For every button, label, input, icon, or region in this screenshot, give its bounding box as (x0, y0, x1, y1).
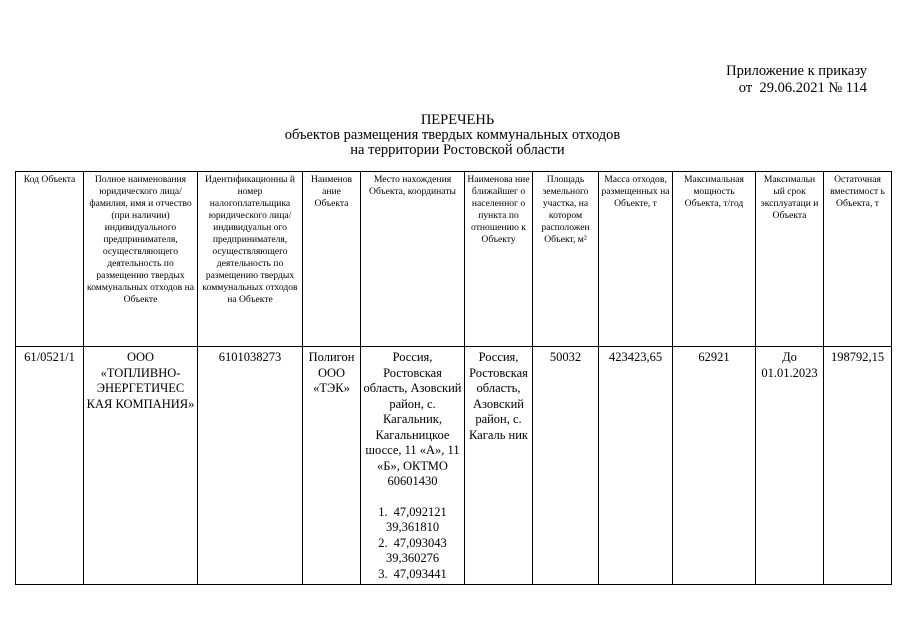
location-text: Россия, Ростовская область, Азовский район, с. Кагальник, Кагальницкое шоссе, 11 «А», 11 «Б», ОКТМО 60601430 (363, 350, 462, 488)
cell-location (361, 347, 465, 585)
header-cell: Площадь земельного участка, на котором расположен Объект, м² (533, 172, 599, 347)
header-cell: Максимальн ый срок эксплуатаци и Объекта (756, 172, 824, 347)
header-cell: Код Объекта (16, 172, 84, 347)
header-cell: Наименов ание Объекта (303, 172, 361, 347)
table-header-row (16, 172, 892, 347)
cell-inn: 6101038273 (198, 347, 303, 585)
coordinate-item (363, 567, 462, 583)
coordinate-lat: 47,092121 (393, 504, 447, 519)
coordinate-number: 3. (378, 566, 388, 581)
cell-mass: 423423,65 (599, 347, 673, 585)
header-cell: Наименова ние ближайшег о населенног о пункта по отношению к Объекту (465, 172, 533, 347)
cell-capacity: 62921 (673, 347, 756, 585)
header-cell: Идентификационны й номер налогоплательщика юридического лица/индивидуальн ого предпринимателя, осуществляющего деятельность по размещению твердых коммунальных отходов на Объекте (198, 172, 303, 347)
registry-table (15, 171, 892, 585)
cell-code: 61/0521/1 (16, 347, 84, 585)
cell-term: До 01.01.2023 (756, 347, 824, 585)
appendix-line-2: от 29.06.2021 № 114 (738, 80, 867, 96)
cell-nearest-settlement: Россия, Ростовская область, Азовский район, с. Кагаль ник (465, 347, 533, 585)
coordinate-item (363, 536, 462, 567)
cell-area: 50032 (533, 347, 599, 585)
coordinate-number: 2. (378, 535, 388, 550)
coordinate-lat: 47,093441 (393, 566, 447, 581)
cell-object-name: Полигон ООО «ТЭК» (303, 347, 361, 585)
appendix-header (726, 63, 867, 97)
header-cell: Масса отходов, размещенных на Объекте, т (599, 172, 673, 347)
coordinate-lat: 47,093043 (393, 535, 447, 550)
coordinate-number: 1. (378, 504, 388, 519)
cell-remaining: 198792,15 (824, 347, 892, 585)
header-cell: Максимальная мощность Объекта, т/год (673, 172, 756, 347)
title-line-3: на территории Ростовской области (350, 142, 565, 158)
title-line-2: объектов размещения твердых коммунальных отходов (284, 127, 621, 143)
table-row (16, 347, 892, 585)
cell-company: ООО «ТОПЛИВНО-ЭНЕРГЕТИЧЕС КАЯ КОМПАНИЯ» (84, 347, 198, 585)
title-line-1: ПЕРЕЧЕНЬ (420, 112, 495, 128)
header-cell: Полное наименования юридического лица/фамилия, имя и отчество (при наличии) индивидуального предпринимателя, осуществляющего деятельность по размещению твердых коммунальных отходов на Объекте (84, 172, 198, 347)
coordinates-list (363, 505, 462, 583)
coordinate-lon: 39,360276 (385, 551, 440, 565)
document-title (0, 113, 905, 158)
header-cell: Место нахождения Объекта, координаты (361, 172, 465, 347)
appendix-line-1: Приложение к приказу (726, 63, 867, 79)
header-cell: Остаточная вместимост ь Объекта, т (824, 172, 892, 347)
coordinate-lon: 39,361810 (385, 520, 440, 534)
coordinate-item (363, 505, 462, 536)
